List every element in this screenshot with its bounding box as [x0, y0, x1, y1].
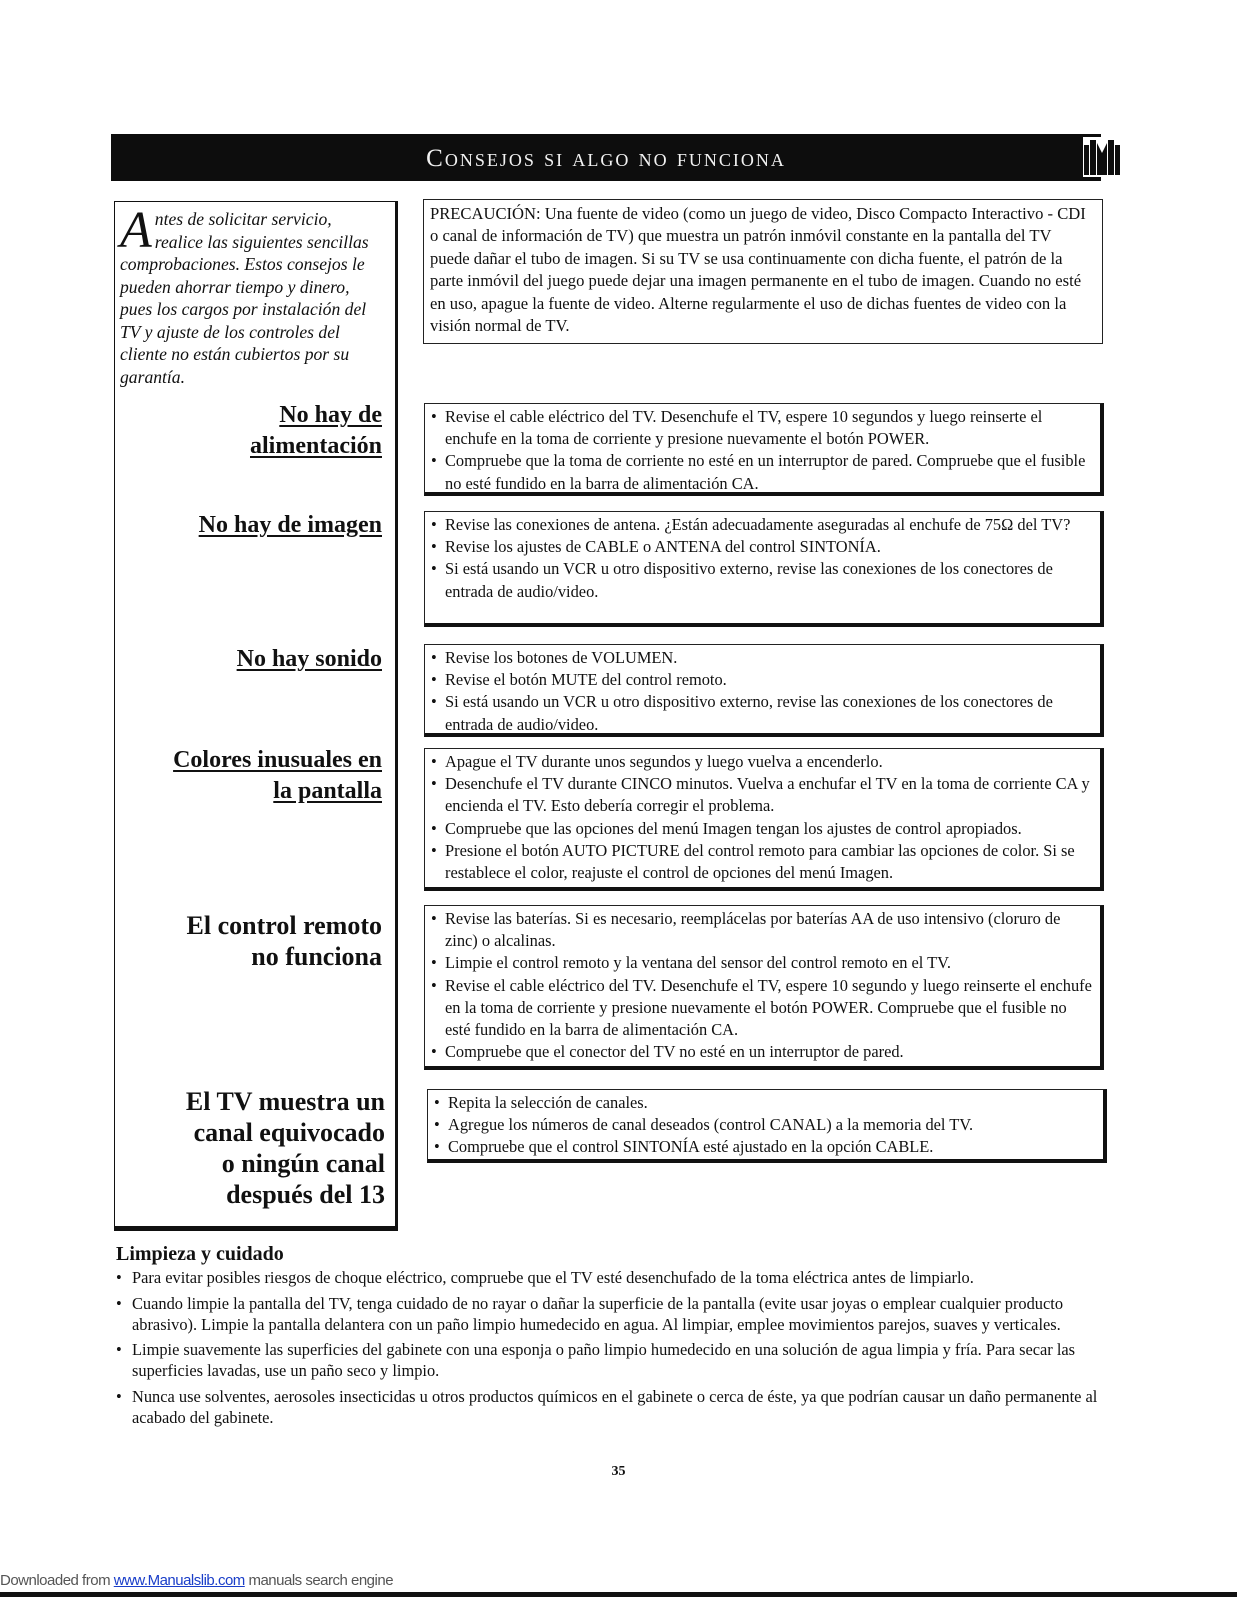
list-item: • Compruebe que el conector del TV no esté en un interruptor de pared. — [429, 1041, 1092, 1063]
box-remote-not-working — [424, 905, 1104, 1070]
heading-line: Colores inusuales en — [173, 747, 382, 773]
box-unusual-colors — [424, 748, 1104, 891]
list-item: • Desenchufe el TV durante CINCO minutos. Vuelva a enchufar el TV en la toma de corriente CA y encienda el TV. Esto debería corregir el problema. — [429, 773, 1092, 817]
caution-text: PRECAUCIÓN: Una fuente de video (como un juego de video, Disco Compacto Interactivo - CDI o canal de información de TV) que muestra un patrón inmóvil constante en la pantalla del TV puede dañar el tubo de imagen. Si su TV se usa continuamente con dicha fuente, el patrón de la parte inmóvil del juego puede dejar una imagen permanente en el tubo de imagen. Cuando no esté en uso, apague la fuente de video. Alterne regularmente el uso de dichas fuentes de video con la visión normal de TV. — [430, 204, 1086, 336]
heading-no-picture — [199, 510, 382, 541]
list-item: • Nunca use solventes, aerosoles insecticidas u otros productos químicos en el gabinete o cerca de éste, ya que podrían causar un daño permanente al acabado del gabinete. — [116, 1387, 1116, 1429]
heading-line: la pantalla — [273, 778, 382, 804]
page-number: 35 — [611, 1464, 626, 1479]
list-item: • Apague el TV durante unos segundos y luego vuelva a encenderlo. — [429, 751, 1092, 773]
list-item: • Revise el cable eléctrico del TV. Desenchufe el TV, espere 10 segundo y luego reinserte el enchufe en la toma de corriente y presione nuevamente el botón POWER. Compruebe que el fusible no esté fundido en la barra de alimentación CA. — [429, 975, 1092, 1042]
heading-line: no funciona — [251, 942, 382, 971]
list-item: • Si está usando un VCR u otro dispositivo externo, revise las conexiones de los conectores de entrada de audio/video. — [429, 691, 1092, 735]
page-title: Consejos si algo no funciona — [426, 145, 786, 172]
list-item: • Presione el botón AUTO PICTURE del control remoto para cambiar las opciones de color. Si se restablece el color, reajuste el control de opciones del menú Imagen. — [429, 840, 1092, 884]
list-item: • Limpie suavemente las superficies del gabinete con una esponja o paño limpio humedecido en una solución de agua limpia y fría. Para secar las superficies lavadas, use un paño seco y limpio. — [116, 1340, 1116, 1382]
heading-no-sound — [237, 644, 382, 675]
footer-prefix: Downloaded from — [0, 1572, 114, 1589]
list-item: • Si está usando un VCR u otro dispositivo externo, revise las conexiones de los conectores de entrada de audio/video. — [429, 558, 1092, 602]
manualslib-link[interactable]: www.Manualslib.com — [113, 1572, 245, 1589]
heading-line: No hay de imagen — [198, 512, 382, 538]
list-item: • Compruebe que la toma de corriente no esté en un interruptor de pared. Compruebe que el fusible no esté fundido en la barra de alimentación CA. — [429, 450, 1092, 494]
heading-line: No hay sonido — [236, 646, 382, 672]
heading-line: después del 13 — [226, 1180, 385, 1209]
heading-line: alimentación — [250, 433, 382, 459]
heading-wrong-channel — [186, 1086, 385, 1210]
cleaning-title: Limpieza y cuidado — [116, 1243, 284, 1265]
heading-unusual-colors — [173, 745, 382, 807]
header-bar — [111, 134, 1101, 181]
list-item: • Revise el cable eléctrico del TV. Desenchufe el TV, espere 10 segundos y luego reinserte el enchufe en la toma de corriente y presione nuevamente el botón POWER. — [429, 406, 1092, 450]
heading-line: El control remoto — [186, 911, 382, 940]
list-item: • Compruebe que el control SINTONÍA esté ajustado en la opción CABLE. — [432, 1136, 1095, 1158]
list-item: • Limpie el control remoto y la ventana del sensor del control remoto en el TV. — [429, 952, 1092, 974]
box-wrong-channel — [427, 1089, 1107, 1163]
heading-line: o ningún canal — [221, 1149, 385, 1178]
heading-line: No hay de — [279, 402, 382, 428]
book-logo-icon — [1083, 137, 1121, 177]
intro-dropcap: A — [120, 202, 152, 259]
box-no-sound — [424, 644, 1104, 737]
list-item: • Repita la selección de canales. — [432, 1092, 1095, 1114]
intro-text: ntes de solicitar servicio, realice las siguientes sencillas comprobaciones. Estos consejos le pueden ahorrar tiempo y dinero, pues los cargos por instalación del TV y ajuste de los controles del cliente no están cubiertos por su garantía. — [120, 209, 369, 387]
footer-suffix: manuals search engine — [244, 1572, 394, 1589]
heading-no-power — [250, 400, 382, 462]
box-no-picture — [424, 511, 1104, 627]
list-item: • Revise las conexiones de antena. ¿Están adecuadamente aseguradas al enchufe de 75Ω del TV? — [429, 514, 1092, 536]
list-item: • Cuando limpie la pantalla del TV, tenga cuidado de no rayar o dañar la superficie de la pantalla (evite usar joyas o emplear cualquier producto abrasivo). Limpie la pantalla delantera con un paño limpio humedecido en agua. Al limpiar, emplee movimientos parejos, suaves y verticales. — [116, 1294, 1116, 1336]
download-footer — [0, 1572, 393, 1589]
heading-remote-not-working — [187, 910, 382, 972]
caution-box — [423, 199, 1103, 344]
heading-line: canal equivocado — [193, 1118, 385, 1147]
heading-line: El TV muestra un — [185, 1087, 385, 1116]
box-no-power — [424, 403, 1104, 496]
list-item: • Agregue los números de canal deseados (control CANAL) a la memoria del TV. — [432, 1114, 1095, 1136]
list-item: • Compruebe que las opciones del menú Imagen tengan los ajustes de control apropiados. — [429, 818, 1092, 840]
list-item: • Revise el botón MUTE del control remoto. — [429, 669, 1092, 691]
bottom-rule — [0, 1592, 1237, 1597]
list-item: • Revise los botones de VOLUMEN. — [429, 647, 1092, 669]
cleaning-list — [116, 1268, 1116, 1434]
list-item: • Para evitar posibles riesgos de choque eléctrico, compruebe que el TV esté desenchufado de la toma eléctrica antes de limpiarlo. — [116, 1268, 1116, 1289]
list-item: • Revise las baterías. Si es necesario, reemplácelas por baterías AA de uso intensivo (cloruro de zinc) o alcalinas. — [429, 908, 1092, 952]
list-item: • Revise los ajustes de CABLE o ANTENA del control SINTONÍA. — [429, 536, 1092, 558]
intro-paragraph — [120, 202, 382, 388]
